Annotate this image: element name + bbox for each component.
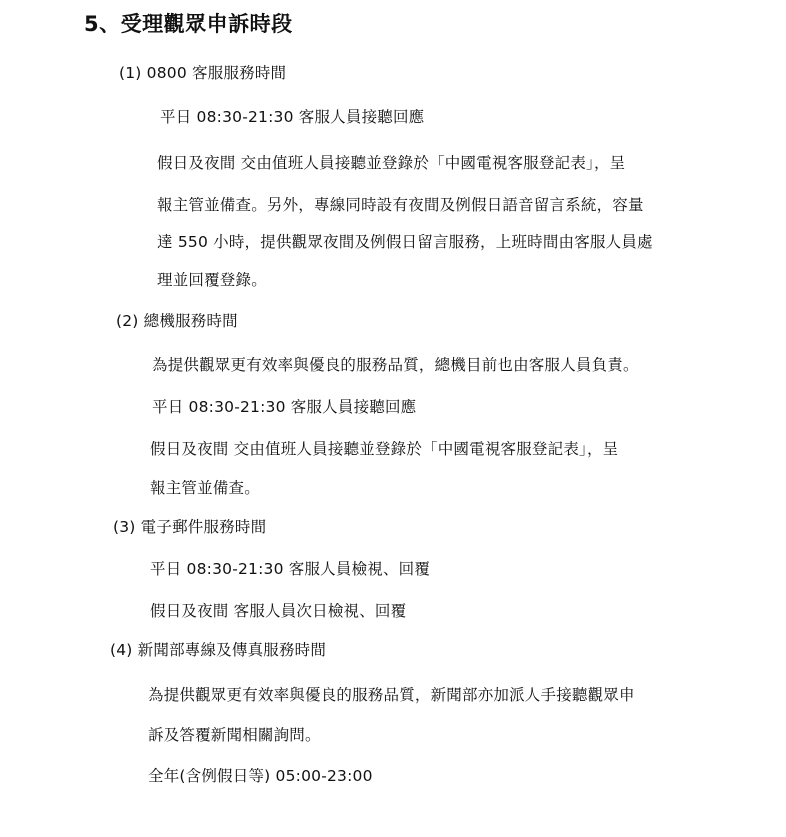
paragraph-line: 報主管並備查。另外，專線同時設有夜間及例假日語音留言系統，容量 bbox=[157, 196, 644, 214]
paragraph-line: 達 550 小時，提供觀眾夜間及例假日留言服務，上班時間由客服人員處 bbox=[157, 233, 653, 251]
paragraph-line: 報主管並備查。 bbox=[150, 479, 260, 497]
paragraph-line: 為提供觀眾更有效率與優良的服務品質，新聞部亦加派人手接聽觀眾申 bbox=[148, 686, 635, 704]
subsection-title: (4) 新聞部專線及傳真服務時間 bbox=[110, 641, 327, 659]
subsection-title: (3) 電子郵件服務時間 bbox=[113, 518, 267, 536]
section-heading: 5、受理觀眾申訴時段 bbox=[84, 12, 293, 36]
paragraph-line: 平日 08:30-21:30 客服人員接聽回應 bbox=[160, 108, 425, 126]
paragraph-line: 平日 08:30-21:30 客服人員檢視、回覆 bbox=[150, 560, 431, 578]
paragraph-line: 訴及答覆新聞相關詢問。 bbox=[148, 726, 321, 744]
paragraph-line: 平日 08:30-21:30 客服人員接聽回應 bbox=[152, 398, 417, 416]
paragraph-line: 假日及夜間 交由值班人員接聽並登錄於「中國電視客服登記表」，呈 bbox=[157, 154, 626, 172]
paragraph-line: 假日及夜間 交由值班人員接聽並登錄於「中國電視客服登記表」，呈 bbox=[150, 440, 619, 458]
paragraph-line: 理並回覆登錄。 bbox=[157, 271, 267, 289]
paragraph-line: 假日及夜間 客服人員次日檢視、回覆 bbox=[150, 602, 407, 620]
paragraph-line: 為提供觀眾更有效率與優良的服務品質，總機目前也由客服人員負責。 bbox=[152, 356, 639, 374]
subsection-title: (2) 總機服務時間 bbox=[116, 312, 238, 330]
paragraph-line: 全年(含例假日等) 05:00-23:00 bbox=[148, 767, 373, 785]
subsection-title: (1) 0800 客服服務時間 bbox=[119, 64, 287, 82]
